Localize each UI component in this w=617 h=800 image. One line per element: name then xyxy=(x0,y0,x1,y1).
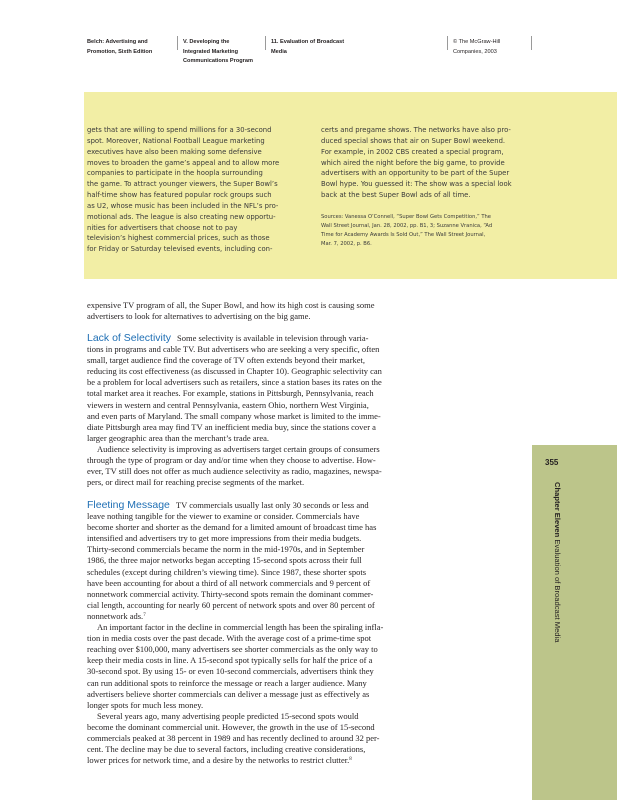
intro-paragraph: expensive TV program of all, the Super Bowl, and how its high cost is causing some advertisers to look for alternatives to advertising on the big game. xyxy=(87,300,375,322)
section-heading: Fleeting Message xyxy=(87,499,170,511)
header-copyright: © The McGraw-Hill Companies, 2003 xyxy=(453,39,501,55)
header-divider xyxy=(447,36,448,50)
header-book-title: Belch: Advertising and Promotion, Sixth Edition xyxy=(87,39,153,55)
page-number: 355 xyxy=(545,458,559,467)
feature-box-sources: Sources: Vanessa O’Connell, “Super Bowl Gets Competition,” The Wall Street Journal, Jan. 28, 2002, pp. B1, 3; Suzanne Vranica, “Ad Time for Academy Awards Is Sold Out,” The Wall Street Journal, Mar. 7, 2002, p. B6. xyxy=(321,214,493,247)
feature-box-right-column: certs and pregame shows. The networks have also pro- duced special shows that air on Super Bowl weekend. For example, in 2002 CBS created a special program, which aired the night before the big game, to provide advertisers with an opportunity to be part of the Super Bowl hype. You guessed it: The show was a special look back at the best Super Bowl ads of all time. xyxy=(321,126,512,200)
header-divider xyxy=(265,36,266,50)
chapter-tab xyxy=(532,445,617,800)
footnote-marker: 8 xyxy=(349,757,352,763)
header-divider xyxy=(177,36,178,50)
header-part-title: V. Developing the Integrated Marketing Communications Program xyxy=(183,39,253,65)
chapter-running-title: Chapter Eleven Evaluation of Broadcast Media xyxy=(553,482,562,643)
feature-box-left-column: gets that are willing to spend millions for a 30-second spot. Moreover, National Football League marketing executives have also been making some defensive moves to broaden the game’s appeal and to allow more companies to participate in the hoopla surrounding the game. To attract younger viewers, the Super Bowl’s half-time show has featured popular rock groups such as U2, whose music has been included in the NFL’s pro- motional ads. The league is also creating new opportu- nities for advertisers that choose not to pay television’s highest commercial prices, such as those for Friday or Saturday televised events, including con- xyxy=(87,126,280,254)
header-divider xyxy=(531,36,532,50)
section-heading: Lack of Selectivity xyxy=(87,332,172,344)
header-chapter-title: 11. Evaluation of Broadcast Media xyxy=(271,39,345,55)
section-lack-of-selectivity: Lack of Selectivity Some selectivity is available in television through varia- tions in programs and cable TV. But advertisers who are seeking a very specific, often small, target audience find the coverage of TV often extends beyond their market, reducing its cost effectiveness (as discussed in Chapter 10). Geographic selectivity can be a problem for local advertisers such as retailers, since a station bases its rates on the total market area it reaches. For example, stations in Pittsburgh, Pennsylvania, reach viewers in western and central Pennsylvania, eastern Ohio, northern West Virginia, and even parts of Maryland. The small company whose market is limited to the imme- diate Pittsburgh area may find TV an inefficient media buy, since the stations cover a larger geographic area than the merchant’s trade area. Audience selectivity is improving as advertisers target certain groups of consumers through the type of program or day and/or time when they choose to advertise. How- ever, TV still does not offer as much audience selectivity as radio, magazines, newspa- pers, or direct mail for reaching precise segments of the market. xyxy=(87,332,382,488)
footnote-marker: 7 xyxy=(143,612,146,618)
section-fleeting-message: Fleeting Message TV commercials usually last only 30 seconds or less and leave nothing tangible for the viewer to examine or consider. Commercials have become shorter and shorter as the demand for a limited amount of broadcast time has intensified and advertisers try to get more impressions from their media budgets. Thirty-second commercials became the norm in the mid-1970s, and in September 1986, the three major networks began accepting 15-second spots across their full schedules (except during children’s viewing time). Since 1987, these shorter spots have been accounting for about a third of all network commercials and 9 percent of nonnetwork commercial activity. Thirty-second spots remain the dominant commer- cial length, accounting for nearly 60 percent of network spots and over 80 percent of nonnetwork ads.$^7$ An important factor in the decline in commercial length has been the spiraling infla- tion in media costs over the past decade. With the average cost of a prime-time spot reaching over $100,000, many advertisers see shorter commercials as the only way to keep their media costs in line. A 15-second spot typically sells for half the price of a 30-second spot. By using 15- or even 10-second commercials, advertisers think they can run additional spots to reinforce the message or reach a larger audience. Many advertisers believe shorter commercials can deliver a message just as effectively as longer spots for much less money. Several years ago, many advertising people predicted 15-second spots would become the dominant commercial unit. However, the growth in the use of 15-second commercials peaked at 38 percent in 1989 and has recently declined to around 32 per- cent. The decline may be due to several factors, including creative considerations, lower prices for network time, and a desire by the networks to restrict clutter.$^8$ xyxy=(87,499,384,766)
feature-box xyxy=(84,92,617,279)
